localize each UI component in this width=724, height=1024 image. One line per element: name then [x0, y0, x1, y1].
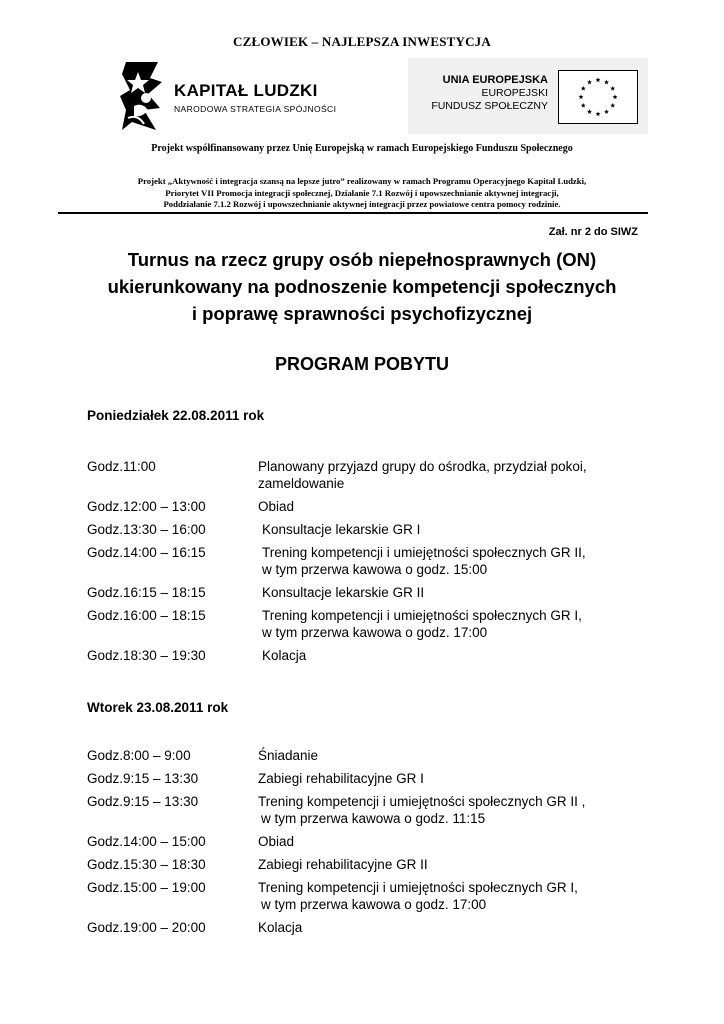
title-line: Turnus na rzecz grupy osób niepełnosprawnych (ON)	[127, 249, 597, 270]
schedule-activity	[262, 607, 641, 641]
schedule-time: Godz.9:15 – 13:30	[87, 771, 199, 786]
activity-line: Planowany przyjazd grupy do ośrodka, przydział pokoi,	[258, 459, 587, 474]
activity-line: Konsultacje lekarskie GR II	[262, 585, 425, 600]
eu-star-icon	[604, 109, 609, 114]
program-title: PROGRAM POBYTU	[274, 354, 449, 374]
schedule-row	[87, 647, 641, 664]
activity-line: zameldowanie	[258, 476, 345, 491]
activity-line: Obiad	[258, 499, 295, 514]
activity-line: w tym przerwa kawowa o godz. 15:00	[262, 562, 488, 577]
eu-star-icon	[610, 103, 615, 108]
eu-line-2: EUROPEJSKI	[481, 87, 548, 99]
eu-stars-icon	[559, 71, 637, 123]
schedule-row	[87, 833, 641, 850]
schedule-row	[87, 544, 641, 578]
schedule-row	[87, 521, 641, 538]
attachment-label: Zał. nr 2 do SIWZ	[548, 226, 638, 238]
activity-line: Śniadanie	[258, 748, 319, 763]
kapital-ludzki-subtitle: NARODOWA STRATEGIA SPÓJNOŚCI	[174, 104, 337, 114]
schedule-row	[87, 879, 641, 913]
schedule-activity	[262, 521, 641, 538]
title-line: ukierunkowany na podnoszenie kompetencji społecznych	[107, 276, 617, 297]
schedule-time: Godz.16:15 – 18:15	[87, 585, 206, 600]
activity-line: Kolacja	[258, 920, 303, 935]
schedule-activity	[258, 856, 641, 873]
eu-star-icon	[610, 86, 615, 91]
schedule-activity	[258, 793, 641, 827]
schedule-activity	[258, 879, 641, 913]
schedule-time: Godz.15:30 – 18:30	[87, 857, 206, 872]
schedule-row	[87, 793, 641, 827]
schedule-activity	[262, 584, 641, 601]
project-description	[80, 176, 644, 211]
eu-line-3: FUNDUSZ SPOŁECZNY	[431, 100, 548, 112]
schedule-row	[87, 856, 641, 873]
schedule-row	[87, 607, 641, 641]
eu-star-icon	[587, 80, 592, 85]
cofinancing-note: Projekt współfinansowany przez Unię Europejską w ramach Europejskiego Funduszu Społecznego	[151, 143, 573, 154]
activity-line: Trening kompetencji i umiejętności społecznych GR I,	[262, 608, 582, 623]
schedule-row	[87, 770, 641, 787]
schedule-activity	[258, 458, 641, 492]
schedule-time: Godz.18:30 – 19:30	[87, 648, 206, 663]
activity-line: Trening kompetencji i umiejętności społecznych GR II,	[262, 545, 586, 560]
schedule-activity	[262, 647, 641, 664]
activity-line: Obiad	[258, 834, 295, 849]
schedule-tuesday	[87, 747, 641, 936]
activity-line: Zabiegi rehabilitacyjne GR I	[258, 771, 424, 786]
schedule-time: Godz.9:15 – 13:30	[87, 794, 199, 809]
schedule-activity	[258, 747, 641, 764]
schedule-row	[87, 458, 641, 492]
kapital-ludzki-logo	[118, 60, 348, 134]
activity-line: Konsultacje lekarskie GR I	[262, 522, 421, 537]
day-heading-tuesday: Wtorek 23.08.2011 rok	[87, 700, 229, 715]
eu-text	[431, 74, 548, 113]
schedule-row	[87, 747, 641, 764]
slogan: CZŁOWIEK – NAJLEPSZA INWESTYCJA	[233, 34, 491, 49]
schedule-row	[87, 498, 641, 515]
day-heading-monday: Poniedziałek 22.08.2011 rok	[87, 408, 265, 423]
activity-line: Kolacja	[262, 648, 307, 663]
schedule-row	[87, 919, 641, 936]
schedule-activity	[258, 919, 641, 936]
schedule-time: Godz.12:00 – 13:00	[87, 499, 206, 514]
schedule-time: Godz.16:00 – 18:15	[87, 608, 206, 623]
eu-logo	[408, 58, 648, 134]
schedule-time: Godz.15:00 – 19:00	[87, 880, 206, 895]
header-divider	[58, 212, 648, 214]
schedule-time: Godz.13:30 – 16:00	[87, 522, 206, 537]
activity-line: w tym przerwa kawowa o godz. 17:00	[261, 897, 487, 912]
schedule-activity	[258, 498, 641, 515]
eu-star-icon	[596, 77, 601, 82]
title-line: i poprawę sprawności psychofizycznej	[191, 303, 533, 324]
eu-star-icon	[581, 86, 586, 91]
schedule-activity	[258, 770, 641, 787]
schedule-time: Godz.14:00 – 15:00	[87, 834, 206, 849]
eu-star-icon	[613, 94, 618, 99]
eu-flag	[558, 70, 638, 124]
schedule-time: Godz.19:00 – 20:00	[87, 920, 206, 935]
activity-line: w tym przerwa kawowa o godz. 11:15	[261, 811, 486, 826]
eu-star-icon	[604, 80, 609, 85]
kapital-ludzki-title: KAPITAŁ LUDZKI	[174, 81, 318, 100]
project-line: Priorytet VII Promocja integracji społecznej, Działanie 7.1 Rozwój i upowszechnianie aktywnej integracji,	[165, 187, 559, 198]
activity-line: w tym przerwa kawowa o godz. 17:00	[262, 625, 488, 640]
schedule-row	[87, 584, 641, 601]
activity-line: Trening kompetencji i umiejętności społecznych GR I,	[258, 880, 578, 895]
activity-line: Zabiegi rehabilitacyjne GR II	[258, 857, 428, 872]
activity-line: Trening kompetencji i umiejętności społecznych GR II ,	[258, 794, 586, 809]
project-line: Projekt „Aktywność i integracja szansą na lepsze jutro” realizowany w ramach Programu Operacyjnego Kapitał Ludzki,	[137, 176, 587, 186]
eu-star-icon	[596, 111, 601, 116]
eu-line-1: UNIA EUROPEJSKA	[442, 74, 548, 86]
schedule-activity	[262, 544, 641, 578]
schedule-monday	[87, 458, 641, 664]
document-title	[60, 246, 664, 327]
eu-star-icon	[579, 94, 584, 99]
kapital-ludzki-emblem-icon	[118, 60, 166, 132]
schedule-time: Godz.14:00 – 16:15	[87, 545, 206, 560]
eu-star-icon	[587, 109, 592, 114]
schedule-activity	[258, 833, 641, 850]
project-line: Poddziałanie 7.1.2 Rozwój i upowszechnianie aktywnej integracji przez powiatowe centra pomocy rodzinie.	[163, 199, 561, 209]
schedule-time: Godz.8:00 – 9:00	[87, 748, 191, 763]
eu-star-icon	[581, 103, 586, 108]
schedule-time: Godz.11:00	[87, 459, 156, 474]
